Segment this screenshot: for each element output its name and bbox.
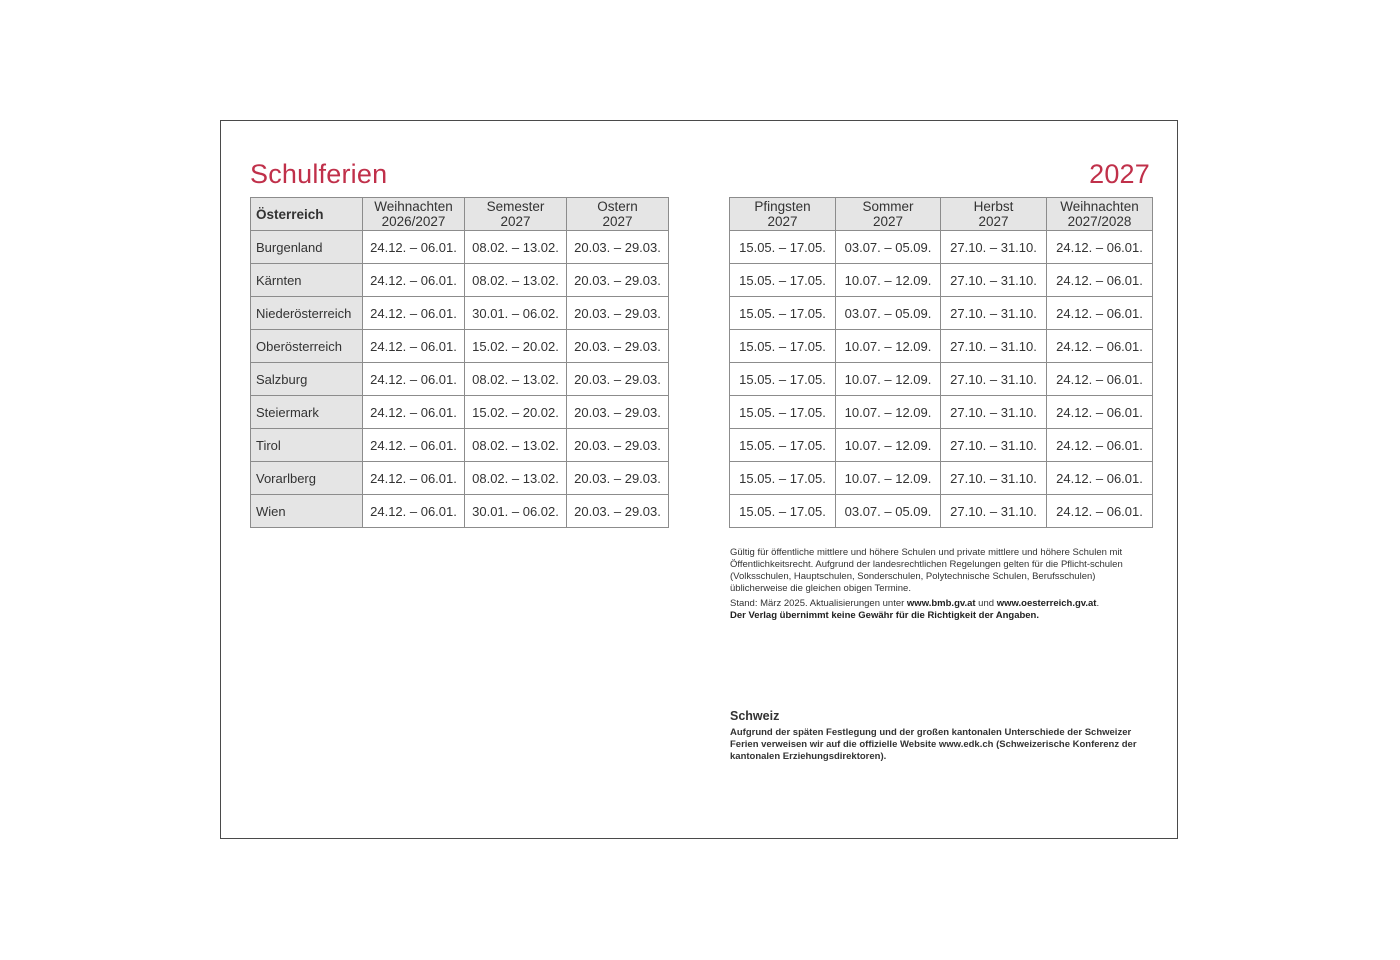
date-range-cell: 24.12. – 06.01. — [363, 363, 465, 396]
date-range-cell: 15.05. – 17.05. — [730, 330, 836, 363]
date-range-cell: 20.03. – 29.03. — [567, 495, 669, 528]
validity-note: Gültig für öffentliche mittlere und höhere Schulen und private mittlere und höhere Schulen mit Öffentlichkeitsrecht. Aufgrund der landesrechtlichen Regelungen gelten für die Pflicht-schulen (Volksschulen, Hauptschulen, Sonderschulen, Polytechnische Schulen, Berufsschulen) üblicherweise die gleichen obigen Termine. — [730, 546, 1123, 595]
date-range-cell: 24.12. – 06.01. — [1047, 429, 1153, 462]
column-header-name: Weihnachten — [374, 199, 453, 214]
table-header-row — [251, 198, 669, 231]
table-row — [730, 264, 1153, 297]
column-header-name: Herbst — [973, 199, 1014, 214]
column-header-name: Ostern — [597, 199, 638, 214]
column-header-year: 2027 — [872, 214, 904, 229]
date-range-cell: 30.01. – 06.02. — [465, 297, 567, 330]
column-header-name: Semester — [486, 199, 545, 214]
stand-text: Stand: März 2025. Aktualisierungen unter — [730, 598, 907, 609]
date-range-cell: 15.05. – 17.05. — [730, 429, 836, 462]
table-row — [251, 429, 669, 462]
table-row — [251, 231, 669, 264]
austria-holidays-table-right — [729, 197, 1153, 528]
date-range-cell: 15.02. – 20.02. — [465, 330, 567, 363]
year-label: 2027 — [1089, 159, 1150, 189]
table-row — [730, 297, 1153, 330]
date-range-cell: 20.03. – 29.03. — [567, 429, 669, 462]
table-row — [730, 231, 1153, 264]
column-header-year: 2027 — [978, 214, 1009, 229]
date-range-cell: 20.03. – 29.03. — [567, 297, 669, 330]
date-range-cell: 15.05. – 17.05. — [730, 495, 836, 528]
column-header-year: 2027/2028 — [1067, 214, 1132, 229]
source-note — [730, 598, 1150, 622]
column-header-year: 2026/2027 — [381, 214, 446, 229]
bmb-link[interactable]: www.bmb.gv.at — [906, 598, 976, 609]
date-range-cell: 27.10. – 31.10. — [941, 231, 1047, 264]
schweiz-text: Aufgrund der späten Festlegung und der großen kantonalen Unterschiede der Schweizer Ferien verweisen wir auf die offizielle Website www.edk.ch (Schweizerische Konferenz der kantonalen Erziehungsdirektoren). — [730, 727, 1137, 763]
column-header — [465, 198, 567, 231]
date-range-cell: 10.07. – 12.09. — [836, 264, 941, 297]
left-table-body — [251, 231, 669, 528]
date-range-cell: 24.12. – 06.01. — [363, 297, 465, 330]
state-name: Niederösterreich — [251, 297, 363, 330]
date-range-cell: 30.01. – 06.02. — [465, 495, 567, 528]
date-range-cell: 24.12. – 06.01. — [1047, 231, 1153, 264]
date-range-cell: 10.07. – 12.09. — [836, 462, 941, 495]
date-range-cell: 08.02. – 13.02. — [465, 429, 567, 462]
date-range-cell: 27.10. – 31.10. — [941, 495, 1047, 528]
table-header-row — [730, 198, 1153, 231]
column-header — [941, 198, 1047, 231]
state-name: Steiermark — [251, 396, 363, 429]
table-row — [730, 330, 1153, 363]
schweiz-heading: Schweiz — [730, 709, 780, 723]
and-text: und — [975, 598, 997, 609]
column-header-year: 2027 — [767, 214, 798, 229]
date-range-cell: 24.12. – 06.01. — [363, 429, 465, 462]
table-row — [251, 495, 669, 528]
column-header-year: 2027 — [602, 214, 633, 229]
date-range-cell: 10.07. – 12.09. — [836, 429, 941, 462]
column-header — [730, 198, 836, 231]
period-text: . — [1096, 598, 1100, 609]
column-header — [567, 198, 669, 231]
date-range-cell: 27.10. – 31.10. — [941, 462, 1047, 495]
table-row — [730, 495, 1153, 528]
date-range-cell: 24.12. – 06.01. — [1047, 396, 1153, 429]
date-range-cell: 24.12. – 06.01. — [363, 231, 465, 264]
state-name: Vorarlberg — [251, 462, 363, 495]
date-range-cell: 24.12. – 06.01. — [1047, 495, 1153, 528]
oesterreich-link[interactable]: www.oesterreich.gv.at — [996, 598, 1097, 609]
date-range-cell: 03.07. – 05.09. — [836, 495, 941, 528]
date-range-cell: 24.12. – 06.01. — [363, 330, 465, 363]
date-range-cell: 08.02. – 13.02. — [465, 264, 567, 297]
date-range-cell: 20.03. – 29.03. — [567, 264, 669, 297]
date-range-cell: 15.05. – 17.05. — [730, 396, 836, 429]
table-row — [251, 264, 669, 297]
date-range-cell: 15.05. – 17.05. — [730, 264, 836, 297]
column-header-name: Pfingsten — [754, 199, 811, 214]
date-range-cell: 10.07. – 12.09. — [836, 363, 941, 396]
date-range-cell: 24.12. – 06.01. — [363, 462, 465, 495]
date-range-cell: 15.05. – 17.05. — [730, 231, 836, 264]
right-table-body — [730, 231, 1153, 528]
calendar-page — [220, 120, 1178, 839]
table-row — [251, 396, 669, 429]
table-row — [251, 462, 669, 495]
table-row — [251, 297, 669, 330]
date-range-cell: 27.10. – 31.10. — [941, 330, 1047, 363]
date-range-cell: 27.10. – 31.10. — [941, 297, 1047, 330]
column-header-name: Sommer — [862, 199, 914, 214]
date-range-cell: 27.10. – 31.10. — [941, 264, 1047, 297]
date-range-cell: 08.02. – 13.02. — [465, 462, 567, 495]
disclaimer-text: Der Verlag übernimmt keine Gewähr für die Richtigkeit der Angaben. — [730, 610, 1040, 622]
table-row — [251, 363, 669, 396]
column-header-name: Weihnachten — [1060, 199, 1139, 214]
column-header-year: 2027 — [500, 214, 531, 229]
state-name: Oberösterreich — [251, 330, 363, 363]
date-range-cell: 20.03. – 29.03. — [567, 231, 669, 264]
column-header — [363, 198, 465, 231]
table-row — [251, 330, 669, 363]
date-range-cell: 24.12. – 06.01. — [363, 396, 465, 429]
date-range-cell: 27.10. – 31.10. — [941, 429, 1047, 462]
table-row — [730, 429, 1153, 462]
table-row — [730, 462, 1153, 495]
state-name: Salzburg — [251, 363, 363, 396]
date-range-cell: 20.03. – 29.03. — [567, 363, 669, 396]
state-name: Tirol — [251, 429, 363, 462]
table-row — [730, 396, 1153, 429]
date-range-cell: 24.12. – 06.01. — [363, 495, 465, 528]
date-range-cell: 27.10. – 31.10. — [941, 363, 1047, 396]
date-range-cell: 03.07. – 05.09. — [836, 231, 941, 264]
date-range-cell: 24.12. – 06.01. — [1047, 297, 1153, 330]
country-header: Österreich — [251, 198, 363, 231]
date-range-cell: 10.07. – 12.09. — [836, 396, 941, 429]
state-name: Wien — [251, 495, 363, 528]
date-range-cell: 24.12. – 06.01. — [1047, 363, 1153, 396]
date-range-cell: 24.12. – 06.01. — [1047, 330, 1153, 363]
date-range-cell: 15.02. – 20.02. — [465, 396, 567, 429]
date-range-cell: 24.12. – 06.01. — [363, 264, 465, 297]
date-range-cell: 20.03. – 29.03. — [567, 330, 669, 363]
date-range-cell: 20.03. – 29.03. — [567, 396, 669, 429]
date-range-cell: 08.02. – 13.02. — [465, 231, 567, 264]
austria-holidays-table-left — [250, 197, 669, 528]
state-name: Kärnten — [251, 264, 363, 297]
column-header — [836, 198, 941, 231]
date-range-cell: 24.12. – 06.01. — [1047, 264, 1153, 297]
date-range-cell: 27.10. – 31.10. — [941, 396, 1047, 429]
date-range-cell: 15.05. – 17.05. — [730, 462, 836, 495]
date-range-cell: 20.03. – 29.03. — [567, 462, 669, 495]
date-range-cell: 15.05. – 17.05. — [730, 363, 836, 396]
date-range-cell: 15.05. – 17.05. — [730, 297, 836, 330]
column-header — [1047, 198, 1153, 231]
page-title: Schulferien — [250, 159, 388, 189]
date-range-cell: 03.07. – 05.09. — [836, 297, 941, 330]
date-range-cell: 08.02. – 13.02. — [465, 363, 567, 396]
date-range-cell: 10.07. – 12.09. — [836, 330, 941, 363]
date-range-cell: 24.12. – 06.01. — [1047, 462, 1153, 495]
table-row — [730, 363, 1153, 396]
state-name: Burgenland — [251, 231, 363, 264]
